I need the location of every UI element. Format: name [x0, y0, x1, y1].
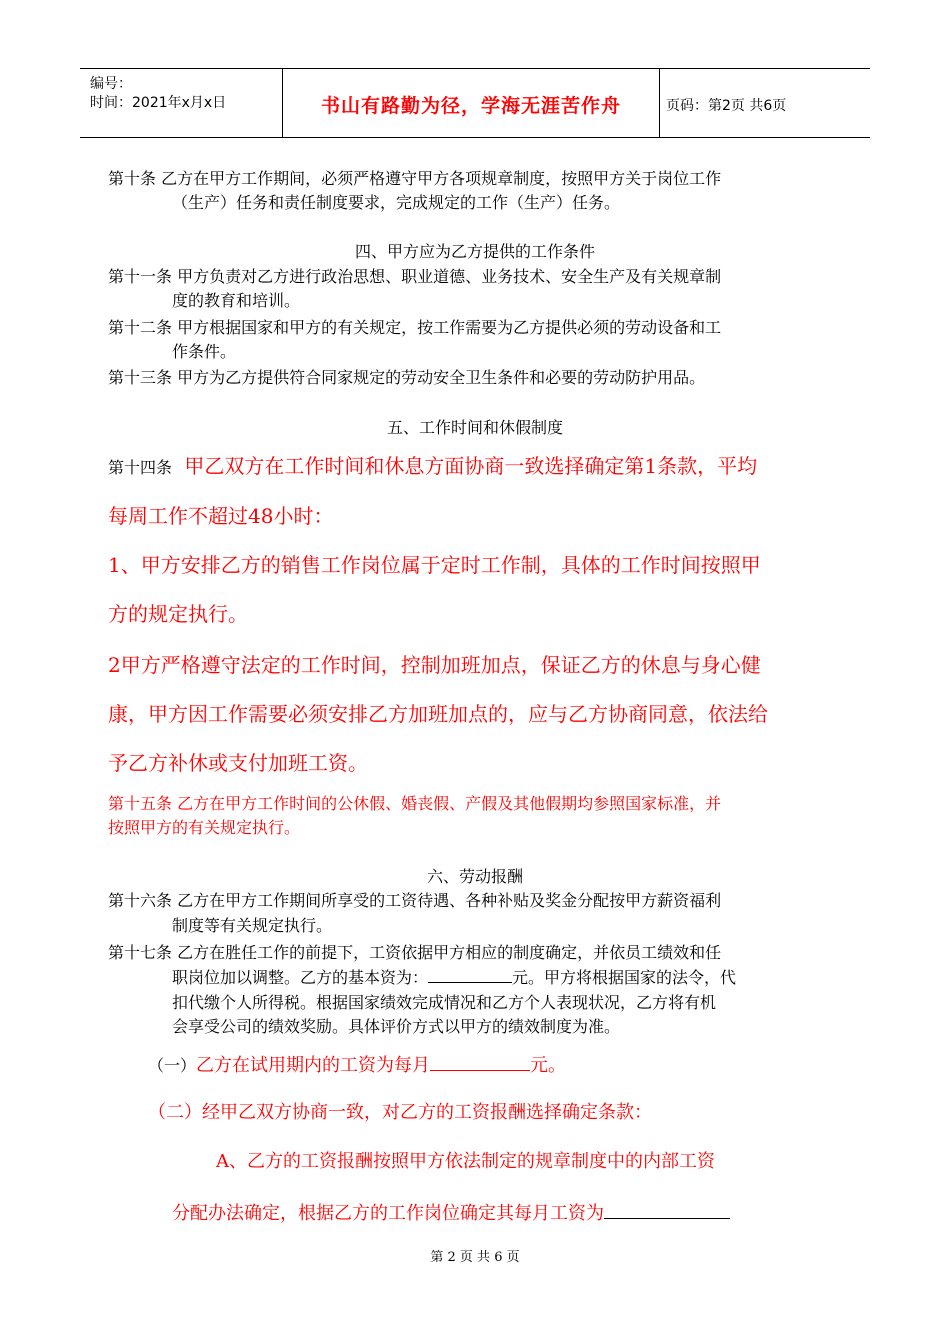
article-17-line2-b: 元。甲方将根据国家的法令，代 — [512, 968, 737, 987]
header-motto: 书山有路勤为径，学海无涯苦作舟 — [320, 95, 621, 117]
document-number: 编号： — [90, 76, 132, 92]
subsection-a-line2-text: 分配办法确定，根据乙方的工作岗位确定其每月工资为 — [172, 1203, 604, 1224]
article-17-line2 — [172, 967, 736, 989]
article-10-line1: 第十条 乙方在甲方工作期间，必须严格遵守甲方各项规章制度，按照甲方关于岗位工作 — [108, 169, 722, 188]
article-16-line2: 制度等有关规定执行。 — [172, 916, 333, 935]
item-1-line1: 1、甲方安排乙方的销售工作岗位属于定时工作制，具体的工作时间按照甲 — [108, 553, 761, 577]
item-1-line2: 方的规定执行。 — [108, 602, 248, 626]
article-16-line1: 第十六条 乙方在甲方工作期间所享受的工资待遇、各种补贴及奖金分配按甲方薪资福利 — [108, 891, 722, 910]
section-6-heading: 六、劳动报酬 — [426, 867, 523, 886]
subsection-1-text: 乙方在试用期内的工资为每月 — [196, 1055, 431, 1076]
basic-salary-blank[interactable] — [428, 968, 512, 983]
header-page-cell — [660, 69, 870, 137]
article-17-line4: 会享受公司的绩效奖励。具体评价方式以甲方的绩效制度为准。 — [172, 1017, 621, 1036]
article-14-prefix: 第十四条 — [108, 458, 173, 477]
probation-salary-blank[interactable] — [430, 1052, 530, 1071]
section-4-heading: 四、甲方应为乙方提供的工作条件 — [354, 242, 595, 261]
subsection-1-suffix: 元。 — [530, 1055, 567, 1076]
item-2-line2: 康，甲方因工作需要必须安排乙方加班加点的，应与乙方协商同意，依法给 — [108, 702, 768, 726]
page-footer: 第 2 页 共 6 页 — [430, 1250, 520, 1265]
article-14-text: 甲乙双方在工作时间和休息方面协商一致选择确定第1条款，平均 — [184, 454, 758, 478]
monthly-salary-blank[interactable] — [604, 1200, 730, 1219]
header-page-number: 页码：第2页 共6页 — [666, 98, 787, 114]
subsection-a-line1: A、乙方的工资报酬按照甲方依法制定的规章制度中的内部工资 — [216, 1151, 715, 1172]
header-table — [80, 68, 870, 138]
article-15-line1: 第十五条 乙方在甲方工作时间的公休假、婚丧假、产假及其他假期均参照国家标准，并 — [108, 794, 722, 813]
document-date: 时间：2021年x月x日 — [90, 95, 227, 111]
header-info-cell — [80, 69, 283, 137]
article-17-line3: 扣代缴个人所得税。根据国家绩效完成情况和乙方个人表现状况，乙方将有机 — [172, 993, 717, 1012]
item-2-line1: 2甲方严格遵守法定的工作时间，控制加班加点，保证乙方的休息与身心健 — [108, 653, 761, 677]
subsection-1-prefix: （一） — [148, 1056, 197, 1075]
header-motto-cell — [283, 69, 660, 137]
subsection-2: （二）经甲乙双方协商一致，对乙方的工资报酬选择确定条款： — [148, 1102, 652, 1123]
article-17-line1: 第十七条 乙方在胜任工作的前提下，工资依据甲方相应的制度确定，并依员工绩效和任 — [108, 943, 722, 962]
article-11-line2: 度的教育和培训。 — [172, 291, 301, 310]
article-12-line2: 作条件。 — [172, 342, 237, 361]
article-15-line2: 按照甲方的有关规定执行。 — [108, 818, 301, 837]
article-14-line2: 每周工作不超过48小时： — [108, 504, 334, 528]
section-5-heading: 五、工作时间和休假制度 — [386, 418, 563, 437]
article-10-line2: （生产）任务和责任制度要求，完成规定的工作（生产）任务。 — [172, 193, 621, 212]
article-17-line2-a: 职岗位加以调整。乙方的基本资为： — [172, 968, 429, 987]
subsection-a-line2 — [172, 1200, 730, 1225]
article-12-line1: 第十二条 甲方根据国家和甲方的有关规定，按工作需要为乙方提供必须的劳动设备和工 — [108, 318, 722, 337]
subsection-1 — [148, 1052, 566, 1077]
item-2-line3: 予乙方补休或支付加班工资。 — [108, 751, 368, 775]
article-14-line1 — [108, 455, 757, 479]
article-13: 第十三条 甲方为乙方提供符合同家规定的劳动安全卫生条件和必要的劳动防护用品。 — [108, 368, 706, 387]
article-11-line1: 第十一条 甲方负责对乙方进行政治思想、职业道德、业务技术、安全生产及有关规章制 — [108, 267, 722, 286]
